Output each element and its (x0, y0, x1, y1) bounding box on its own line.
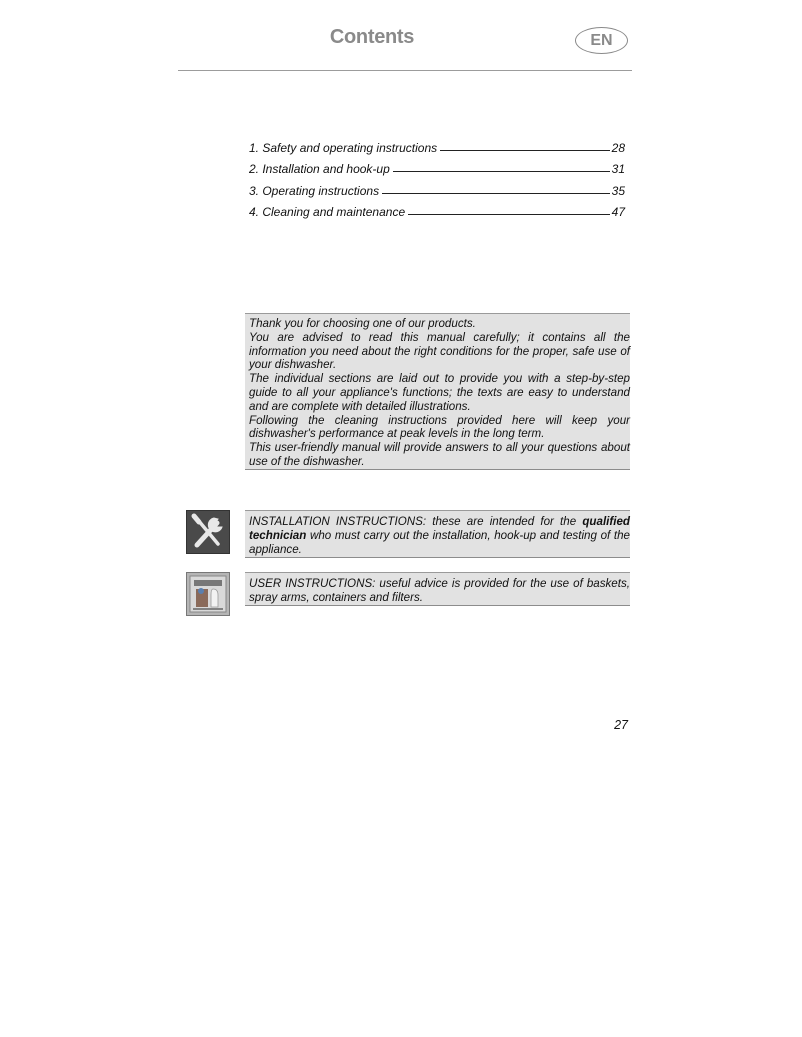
toc-entry-label: 3. Operating instructions (249, 183, 380, 198)
wrench-screwdriver-icon (186, 510, 230, 554)
page-title: Contents (329, 26, 415, 48)
toc-entry-label: 4. Cleaning and maintenance (249, 204, 406, 219)
toc-leader (440, 150, 610, 151)
toc-entry-page: 28 (611, 141, 625, 155)
header-divider (178, 70, 632, 71)
dishwasher-user-icon (186, 572, 230, 616)
intro-paragraph: The individual sections are laid out to provide you with a step-by-step guide to all your appliance's functions; the texts are easy to understand and are complete with detailed illustrations. (249, 372, 630, 413)
toc-entry[interactable] (249, 184, 625, 205)
user-note-text: USER INSTRUCTIONS: useful advice is provided for the use of baskets, spray arms, containers and filters. (249, 577, 630, 604)
intro-paragraph: Thank you for choosing one of our products. (249, 317, 476, 330)
toc-entry-page: 35 (611, 183, 625, 198)
intro-paragraph: You are advised to read this manual carefully; it contains all the information you need about the right conditions for the proper, safe use of your dishwasher. (249, 330, 630, 372)
installation-note-emphasis: qualified technician (249, 515, 630, 542)
language-badge: EN (575, 27, 628, 54)
toc-entry-label: 2. Installation and hook-up (249, 162, 390, 177)
toc-entry[interactable] (249, 205, 625, 226)
toc-entry[interactable] (249, 162, 625, 183)
toc-entry[interactable] (249, 141, 625, 162)
intro-paragraph: This user-friendly manual will provide answers to all your questions about use of the dishwasher. (249, 441, 630, 468)
intro-paragraph: Following the cleaning instructions provided here will keep your dishwasher's performance at peak levels in the long term. (249, 413, 630, 441)
intro-box (245, 313, 630, 470)
toc-leader (382, 193, 610, 194)
toc-leader (393, 171, 610, 172)
toc-entry-page: 47 (611, 204, 625, 219)
page-number: 27 (614, 718, 628, 732)
installation-note (245, 510, 630, 558)
user-note (245, 572, 630, 606)
toc-leader (408, 214, 610, 215)
toc-entry-label: 1. Safety and operating instructions (249, 141, 438, 155)
installation-note-text: INSTALLATION INSTRUCTIONS: these are intended for the (249, 515, 583, 528)
toc-entry-page: 31 (611, 162, 625, 177)
table-of-contents (249, 141, 625, 226)
installation-note-text-end: who must carry out the installation, hook-up and testing of the appliance. (249, 528, 630, 556)
